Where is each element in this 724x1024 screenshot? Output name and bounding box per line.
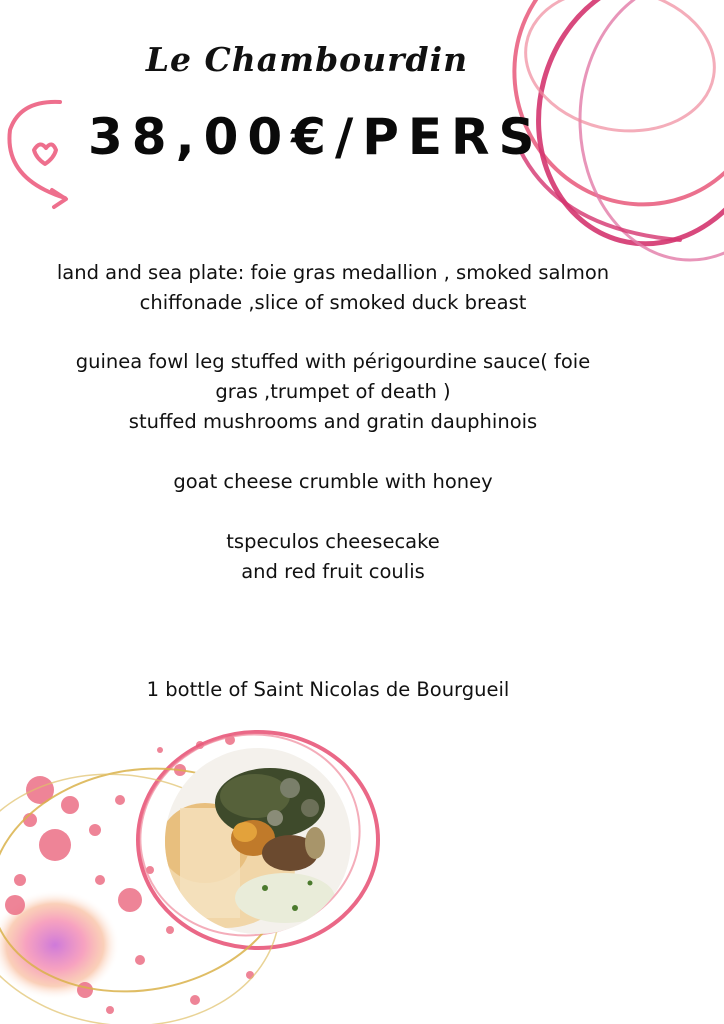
course-dessert xyxy=(40,527,626,587)
menu-line: stuffed mushrooms and gratin dauphinois xyxy=(128,410,538,433)
course-main xyxy=(40,347,626,437)
menu-line: land and sea plate: foie gras medallion , smoked salmon xyxy=(56,261,610,284)
dish-photo xyxy=(165,748,351,934)
drink-text: 1 bottle of Saint Nicolas de Bourgueil xyxy=(146,678,510,701)
drink-line xyxy=(0,675,656,705)
menu-line: and red fruit coulis xyxy=(241,560,425,583)
menu-line: guinea fowl leg stuffed with périgourdine sauce( foie xyxy=(75,350,591,373)
price-per-person: 38,00€/PERS xyxy=(88,108,544,166)
menu-line: goat cheese crumble with honey xyxy=(173,470,493,493)
restaurant-title: Le Chambourdin xyxy=(145,40,469,79)
menu-line: gras ,trumpet of death ) xyxy=(215,380,451,403)
course-cheese xyxy=(40,467,626,497)
course-starter xyxy=(40,258,626,318)
menu-line: chiffonade ,slice of smoked duck breast xyxy=(139,291,527,314)
menu-line: tspeculos cheesecake xyxy=(226,530,440,553)
